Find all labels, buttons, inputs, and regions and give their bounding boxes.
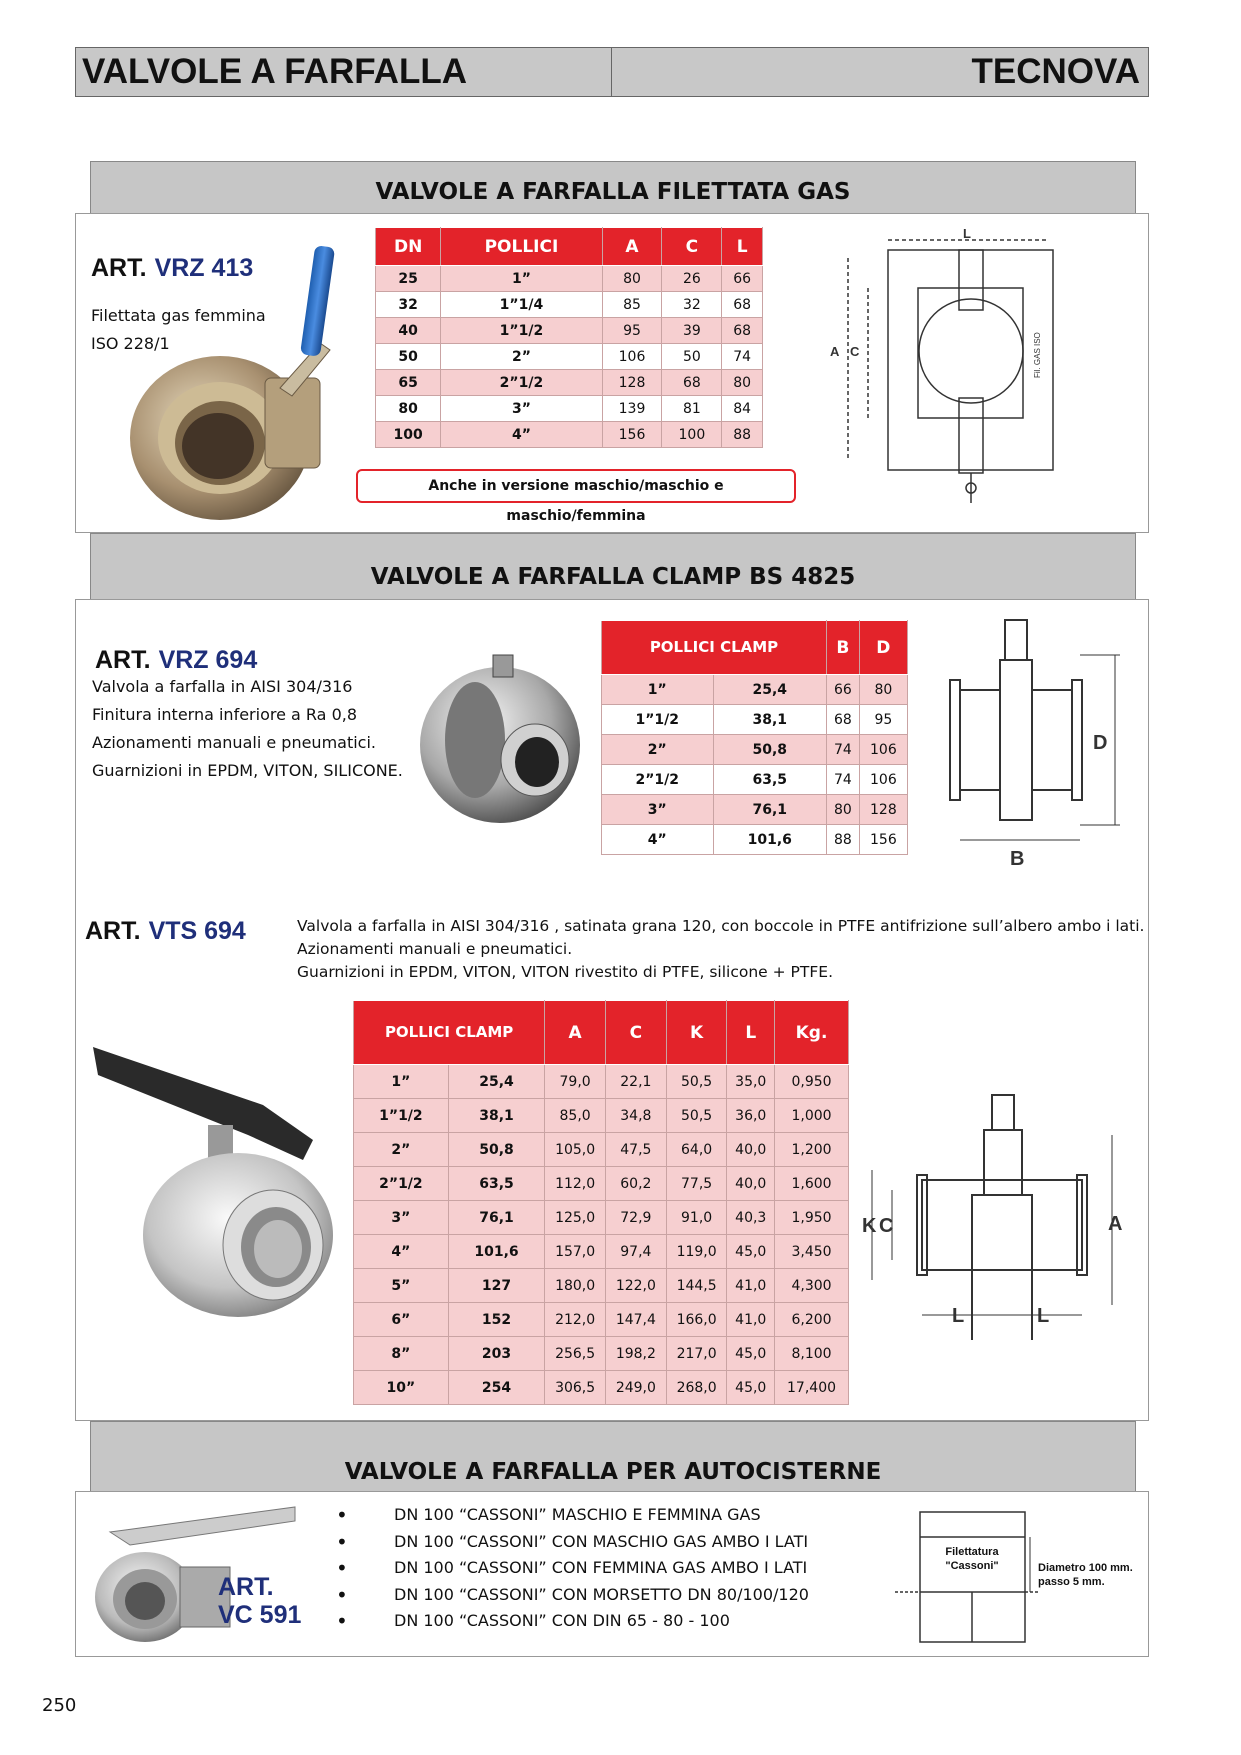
svg-text:L: L [952,1305,965,1327]
vts694-desc: Valvola a farfalla in AISI 304/316 , satinata grana 120, con boccole in PTFE antifrizione sull’albero ambo i lati. Azionamenti manuali e pneumatici. Guarnizioni in EPDM, VITON, VITON rivestito di PTFE, silicone + PTFE. [297,917,1145,981]
list-item: • DN 100 “CASSONI” CON FEMMINA GAS AMBO I LATI [336,1555,809,1582]
table-row: 10” 254 306,5 249,0 268,0 45,0 17,400 [354,1371,849,1405]
svg-text:"Cassoni": "Cassoni" [945,1560,999,1572]
table-row: 40 1”1/2 95 39 68 [376,318,763,344]
svg-text:D: D [1093,732,1108,754]
vrz413-note: Anche in versione maschio/maschio e maschio/femmina [356,469,796,503]
table-row: 25 1” 80 26 66 [376,266,763,292]
table-row: 2” 50,8 74 106 [602,735,908,765]
article-vrz413: ART. VRZ 413 [91,254,254,282]
article-vc591: ART. VC 591 [218,1573,302,1629]
vc591-list [336,1502,809,1635]
table-row: 32 1”1/4 85 32 68 [376,292,763,318]
svg-text:Diametro 100 mm.: Diametro 100 mm. [1038,1562,1133,1574]
table-row: 1”1/2 38,1 85,0 34,8 50,5 36,0 1,000 [354,1099,849,1133]
table-row: 2”1/2 63,5 112,0 60,2 77,5 40,0 1,600 [354,1167,849,1201]
vts694-table: POLLICI CLAMP A C K L Kg. 1” 25,4 79,0 22,1 50,5 35,0 0,950 1”1/2 38,1 85,0 34,8 50,5 36,0 1,000 2” 50,8 105,0 47,5 64,0 40,0 1,200 2”1/2 63,5 112,0 60,2 77,5 40,0 1,600 3” 76,1 125,0 72,9 91,0 40,3 1,950 4” 101,6 157,0 97,4 119,0 45,0 3,450 5” 127 180,0 122,0 144,5 41,0 4,300 6” 152 212,0 147,4 166,0 41,0 6,200 8” 203 256,5 198,2 217,0 45,0 8,100 10” 254 306,5 249,0 268,0 45,0 17,400 [353,1000,849,1405]
svg-text:L: L [963,228,971,241]
table-row: 80 3” 139 81 84 [376,396,763,422]
table-row: 2” 50,8 105,0 47,5 64,0 40,0 1,200 [354,1133,849,1167]
table-row: 2”1/2 63,5 74 106 [602,765,908,795]
svg-text:K: K [862,1215,877,1237]
table-row: 4” 101,6 88 156 [602,825,908,855]
table-row: 6” 152 212,0 147,4 166,0 41,0 6,200 [354,1303,849,1337]
page-number: 250 [42,1695,77,1716]
list-item: • DN 100 “CASSONI” CON MORSETTO DN 80/100/120 [336,1582,809,1609]
vrz694-drawing [945,615,1125,870]
svg-text:A: A [830,344,840,359]
page-header [75,47,1149,97]
svg-text:C: C [879,1215,894,1237]
vrz413-table: DN POLLICI A C L 25 1” 80 26 66 32 1”1/4 85 32 68 40 1”1/2 95 39 68 50 2” 106 50 74 65 2”1/2 128 68 80 80 3” 139 81 84 100 4” 156 100 88 [375,227,763,448]
article-vrz694: ART. VRZ 694 [95,646,258,674]
vc591-drawing [890,1497,1145,1647]
table-row: 50 2” 106 50 74 [376,344,763,370]
svg-text:C: C [850,344,860,359]
table-row: 100 4” 156 100 88 [376,422,763,448]
vrz694-table: POLLICI CLAMP B D 1” 25,4 66 80 1”1/2 38,1 68 95 2” 50,8 74 106 2”1/2 63,5 74 106 3” 76,1 80 128 4” 101,6 88 156 [601,620,908,855]
table-row: 5” 127 180,0 122,0 144,5 41,0 4,300 [354,1269,849,1303]
svg-text:passo 5 mm.: passo 5 mm. [1038,1576,1105,1588]
table-row: 4” 101,6 157,0 97,4 119,0 45,0 3,450 [354,1235,849,1269]
svg-text:B: B [1010,848,1025,870]
table-row: 65 2”1/2 128 68 80 [376,370,763,396]
list-item: • DN 100 “CASSONI” CON DIN 65 - 80 - 100 [336,1608,809,1635]
svg-text:Filettatura: Filettatura [945,1546,999,1558]
page-title: VALVOLE A FARFALLA [76,48,612,96]
list-item: • DN 100 “CASSONI” MASCHIO E FEMMINA GAS [336,1502,809,1529]
section-title-autocisterne: VALVOLE A FARFALLA PER AUTOCISTERNE [90,1421,1136,1491]
vrz413-desc: Filettata gas femmina ISO 228/1 [91,306,266,353]
vrz694-desc: Valvola a farfalla in AISI 304/316 Finitura interna inferiore a Ra 0,8 Azionamenti manuali e pneumatici. Guarnizioni in EPDM, VITON, SILICONE. [92,677,403,780]
vrz413-drawing [828,228,1093,518]
table-row: 3” 76,1 80 128 [602,795,908,825]
brand-name: TECNOVA [971,52,1140,91]
table-row: 8” 203 256,5 198,2 217,0 45,0 8,100 [354,1337,849,1371]
svg-text:L: L [1037,1305,1050,1327]
section-title-gas: VALVOLE A FARFALLA FILETTATA GAS [90,161,1136,213]
table-row: 1” 25,4 66 80 [602,675,908,705]
vrz413-photo [120,238,345,533]
section-title-clamp: VALVOLE A FARFALLA CLAMP BS 4825 [90,533,1136,599]
table-row: 1” 25,4 79,0 22,1 50,5 35,0 0,950 [354,1065,849,1099]
svg-text:Fil. GAS ISO: Fil. GAS ISO [1033,332,1042,378]
vrz694-photo [415,650,590,830]
table-row: 3” 76,1 125,0 72,9 91,0 40,3 1,950 [354,1201,849,1235]
vts694-drawing [862,1090,1132,1340]
list-item: • DN 100 “CASSONI” CON MASCHIO GAS AMBO I LATI [336,1529,809,1556]
article-vts694: ART. VTS 694 [85,917,246,945]
vts694-photo [88,1035,338,1320]
table-row: 1”1/2 38,1 68 95 [602,705,908,735]
svg-text:A: A [1108,1213,1123,1235]
